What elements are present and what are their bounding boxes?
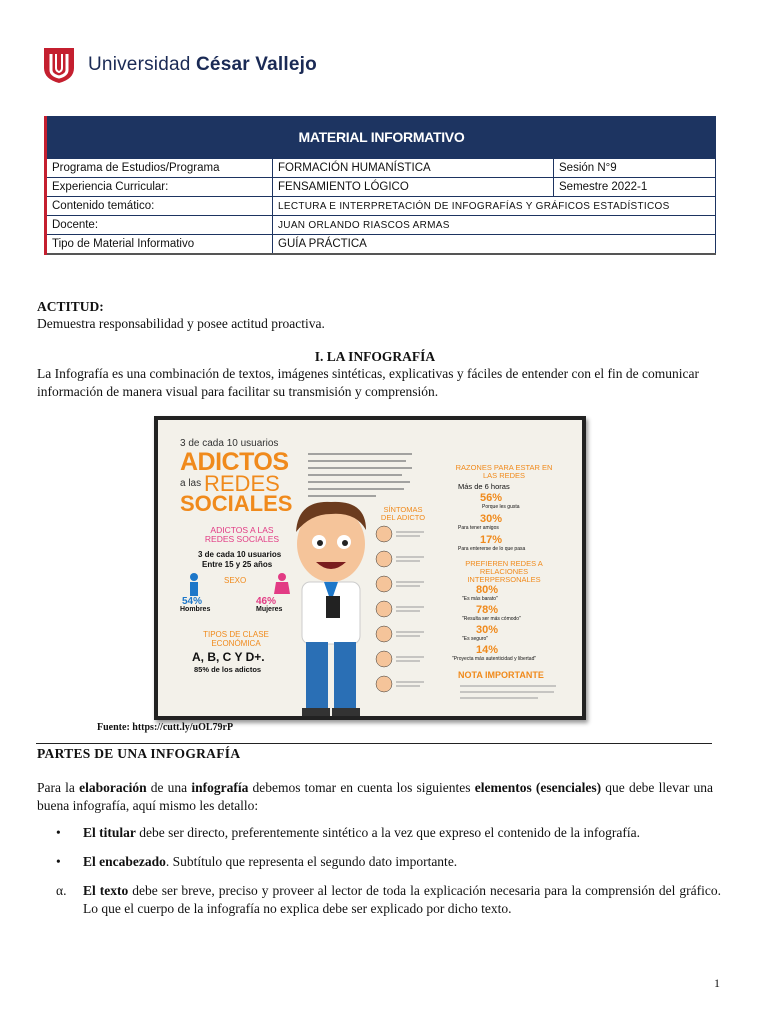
- infographic-clases-pct: 85% de los adictos: [194, 665, 262, 674]
- nota-text-lines: [458, 682, 558, 704]
- table-row: [46, 197, 716, 216]
- pct-bottom-2: 30%: [476, 624, 499, 636]
- university-logo: [42, 46, 317, 84]
- infographic-prefieren: PREFIEREN REDES A RELACIONES INTERPERSONALES: [465, 559, 543, 584]
- row-value: GUÍA PRÁCTICA: [273, 235, 716, 255]
- character-illustration: [276, 492, 386, 716]
- infographic-sintomas: SÍNTOMAS DEL ADICTO: [380, 505, 426, 522]
- row-value: JUAN ORLANDO RIASCOS ARMAS: [273, 216, 716, 235]
- partes-heading: PARTES DE UNA INFOGRAFÍA: [37, 746, 241, 761]
- infographic-small: a las: [180, 478, 202, 489]
- pct-bottom-1: 78%: [476, 604, 499, 616]
- table-row: [46, 178, 716, 197]
- infographic-top-line: 3 de cada 10 usuarios: [180, 438, 279, 449]
- row-value: FENSAMIENTO LÓGICO: [273, 178, 554, 197]
- hombres-pct: 54%: [182, 596, 203, 607]
- infographic-tipos: TIPOS DE CLASE ECONÓMICA: [203, 630, 269, 648]
- infographic-image: [154, 416, 586, 720]
- row-label: Experiencia Curricular:: [46, 178, 273, 197]
- infographic-big3: SOCIALES: [180, 491, 293, 516]
- infographic-nota: NOTA IMPORTANTE: [458, 670, 544, 680]
- infographic-razones: RAZONES PARA ESTAR EN LAS REDES: [455, 463, 553, 480]
- pct-top-label-2: Para entererse de lo que pasa: [458, 546, 526, 552]
- section-paragraph: La Infografía es una combinación de textos, imágenes sintéticas, explicativas y fáciles de entender con el fin de comunicar información de manera visual para facilitar su transmisión y comprensión.: [37, 366, 699, 399]
- pct-top-label-0: Porque les gusta: [482, 504, 520, 510]
- pct-top-0: 56%: [480, 492, 503, 504]
- pct-bottom-label-1: "Resulta ser más cómodo": [462, 616, 521, 622]
- row-label: Contenido temático:: [46, 197, 273, 216]
- list-marker: •: [56, 825, 61, 840]
- material-title: MATERIAL INFORMATIVO: [44, 116, 716, 158]
- row-value: FORMACIÓN HUMANÍSTICA: [273, 159, 554, 178]
- row-extra: Semestre 2022-1: [554, 178, 716, 197]
- table-row: [46, 159, 716, 178]
- list-marker: α.: [56, 883, 67, 898]
- ucv-shield-icon: [42, 46, 76, 84]
- row-label: Tipo de Material Informativo: [46, 235, 273, 255]
- infographic-sexo: SEXO: [224, 576, 247, 585]
- infographic-ratio: 3 de cada 10 usuarios: [198, 550, 282, 559]
- row-label: Programa de Estudios/Programa: [46, 159, 273, 178]
- section-title: I. LA INFOGRAFÍA: [314, 349, 436, 364]
- mujeres-pct: 46%: [256, 596, 277, 607]
- list-marker: •: [56, 854, 61, 869]
- pct-bottom-label-0: "Es más barato": [462, 596, 498, 602]
- material-info-table: [44, 116, 716, 255]
- pct-top-label-1: Para tener amigos: [458, 525, 499, 531]
- divider: [36, 743, 712, 744]
- infographic-clases: A, B, C Y D+.: [192, 650, 265, 664]
- symptom-faces: [372, 524, 428, 702]
- actitud-text: Demuestra responsabilidad y posee actitud proactiva.: [37, 316, 325, 331]
- table-row: [46, 235, 716, 255]
- row-value: LECTURA E INTERPRETACIÓN DE INFOGRAFÍAS Y GRÁFICOS ESTADÍSTICOS: [273, 197, 716, 216]
- infographic-source: Fuente: https://cutt.ly/uOL79rP: [97, 722, 234, 733]
- infographic-age: Entre 15 y 25 años: [202, 560, 273, 569]
- infographic-big2: REDES: [204, 471, 280, 496]
- infographic-adictos-title: ADICTOS A LAS REDES SOCIALES: [204, 525, 280, 544]
- infographic-big1: ADICTOS: [180, 448, 289, 476]
- pct-bottom-label-3: "Proyecta más autenticidad y libertad": [452, 656, 537, 662]
- partes-intro: Para la elaboración de una infografía debemos tomar en cuenta los siguientes elementos (esenciales) que debe llevar una buena infografía, aquí mismo les detallo:: [37, 780, 713, 813]
- pct-top-2: 17%: [480, 534, 503, 546]
- actitud-heading: ACTITUD:: [37, 299, 104, 314]
- pct-bottom-3: 14%: [476, 644, 499, 656]
- university-name: Universidad César Vallejo: [88, 54, 317, 75]
- page-number: 1: [714, 976, 720, 990]
- pct-bottom-label-2: "Es seguro": [462, 636, 489, 642]
- pct-top-1: 30%: [480, 513, 503, 525]
- row-extra: Sesión N°9: [554, 159, 716, 178]
- pct-bottom-0: 80%: [476, 584, 499, 596]
- mujeres-label: Mujeres: [256, 606, 283, 613]
- row-label: Docente:: [46, 216, 273, 235]
- table-row: [46, 216, 716, 235]
- infographic-mas-horas: Más de 6 horas: [458, 482, 510, 491]
- hombres-label: Hombres: [180, 606, 211, 613]
